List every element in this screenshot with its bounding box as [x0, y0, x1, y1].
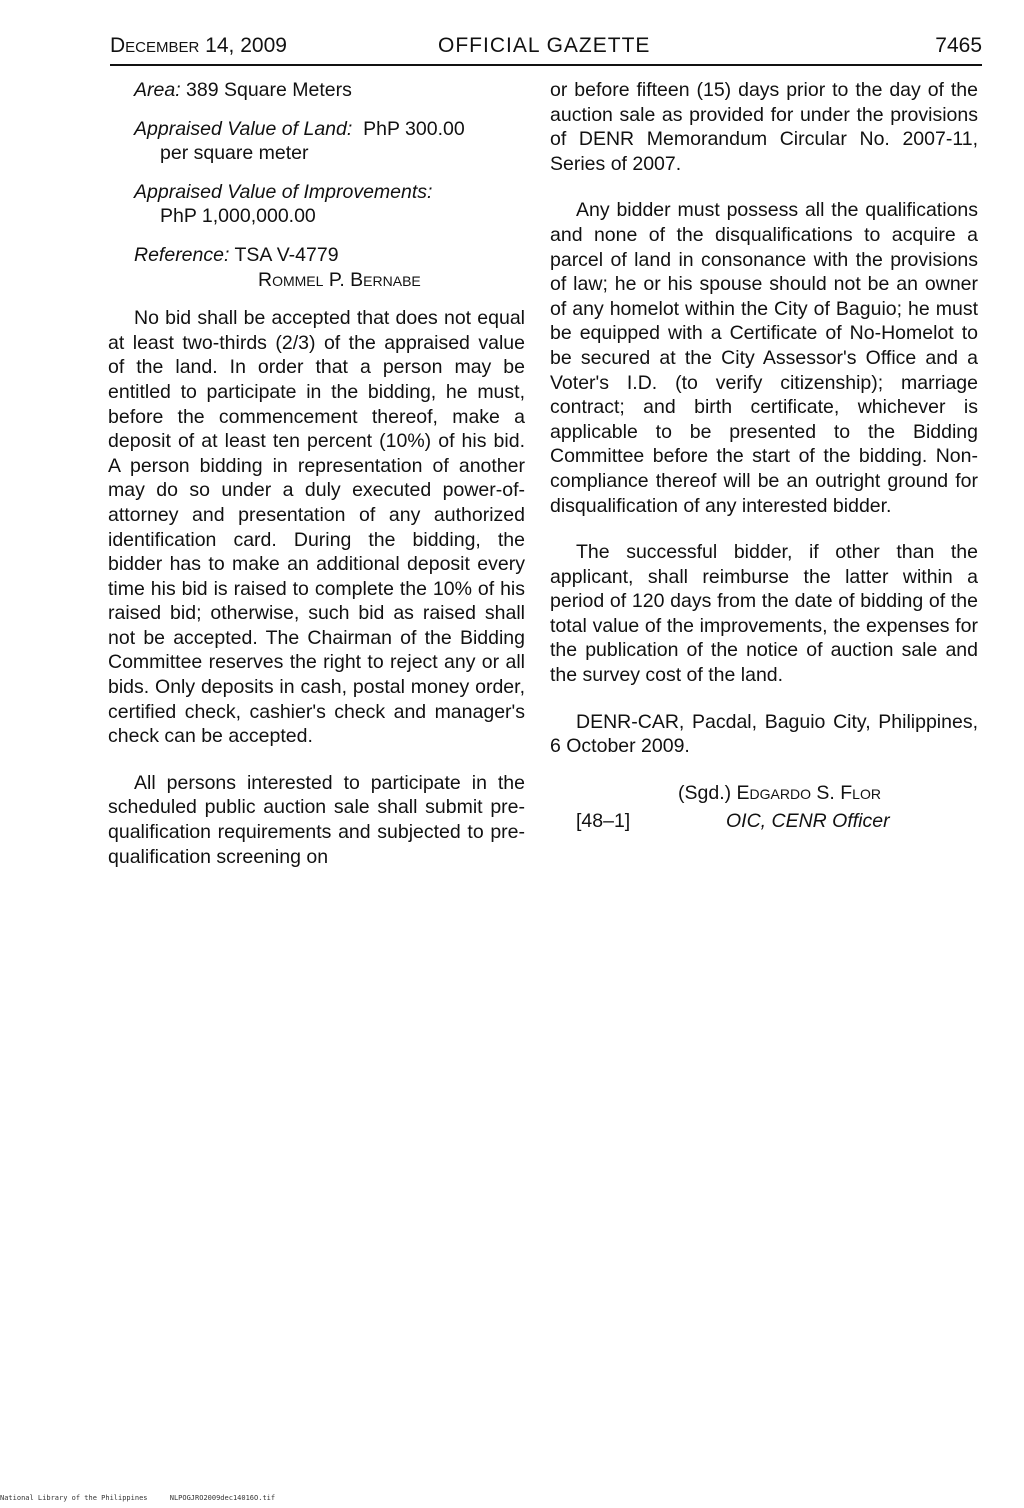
place-date-paragraph: DENR-CAR, Pacdal, Baguio City, Philippines, 6 October 2009.	[550, 710, 978, 758]
area-value: 389 Square Meters	[186, 79, 352, 101]
improvements-value: PhP 1,000,000.00	[160, 205, 316, 228]
library-name: National Library of the Philippines	[0, 1494, 148, 1502]
signer-title: OIC, CENR Officer	[726, 809, 890, 832]
page-number: 7465	[935, 34, 982, 57]
signer-name: Edgardo S. Flor	[736, 781, 881, 804]
land-value-unit: per square meter	[160, 142, 309, 165]
signer	[678, 781, 881, 806]
signature-block	[550, 781, 978, 841]
qualifications-paragraph: Any bidder must possess all the qualifications and none of the disqualifications to acquire a parcel of land in consonance with the provisions of law; he or his spouse should not be an owner of any homelot within the City of Baguio; he must be equipped with a Certificate of No-Homelot to be secured at the City Assessor's Office and a Voter's I.D. (to verify citizenship); marriage contract; and birth certificate, whichever is applicable to be presented to the Bidding Committee before the start of the bidding. Non-compliance thereof will be an outright ground for disqualification of any interested bidder.	[550, 199, 978, 517]
issue-date: December 14, 2009	[110, 34, 287, 57]
reference-entry	[134, 243, 525, 292]
prequalification-paragraph: All persons interested to participate in the scheduled public auction sale shall submit pre-qualification requirements and subjected to pre-qualification screening on	[108, 771, 525, 868]
land-value-label: Appraised Value of Land:	[134, 117, 353, 140]
reference-code: [48–1]	[576, 809, 631, 832]
page-header	[110, 34, 982, 66]
improvements-label: Appraised Value of Improvements:	[134, 180, 433, 203]
continuation-paragraph: or before fifteen (15) days prior to the day of the auction sale as provided for under the provisions of DENR Memorandum Circular No. 2007-11, Series of 2007.	[550, 79, 978, 175]
signed-prefix: (Sgd.)	[678, 781, 732, 804]
reimbursement-paragraph: The successful bidder, if other than the applicant, shall reimburse the latter within a period of 120 days from the date of bidding of the total value of the improvements, the expenses for the publication of the notice of auction sale and the survey cost of the land.	[550, 541, 978, 687]
land-value-entry	[134, 117, 525, 166]
improvements-entry	[134, 180, 525, 229]
reference-label: Reference:	[134, 243, 230, 266]
reference-name: Rommel P. Bernabe	[258, 268, 421, 291]
publication-title: OFFICIAL GAZETTE	[438, 34, 651, 57]
area-label: Area:	[134, 79, 181, 101]
file-name: NLPOGJRO2009dec14016O.tif	[169, 1494, 276, 1502]
bid-rules-paragraph: No bid shall be accepted that does not equal at least two-thirds (2/3) of the appraised value of the land. In order that a person may be entitled to participate in the bidding, he must, before the commencement thereof, make a deposit of at least ten percent (10%) of his bid. A person bidding in representation of another may do so under a duly executed power-of-attorney and presentation of any authorized identification card. During the bidding, the bidder has to make an additional deposit every time his bid is raised to complete the 10% of his raised bid; otherwise, such bid as raised shall not be accepted. The Chairman of the Bidding Committee reserves the right to reject any or all bids. Only deposits in cash, postal money order, certified check, cashier's check and manager's check can be accepted.	[108, 307, 525, 748]
reference-value: TSA V-4779	[234, 243, 339, 266]
scan-footer	[0, 1494, 293, 1502]
right-column	[550, 78, 978, 841]
land-value: PhP 300.00	[363, 117, 465, 140]
area-entry	[134, 78, 525, 103]
left-column	[108, 78, 525, 891]
